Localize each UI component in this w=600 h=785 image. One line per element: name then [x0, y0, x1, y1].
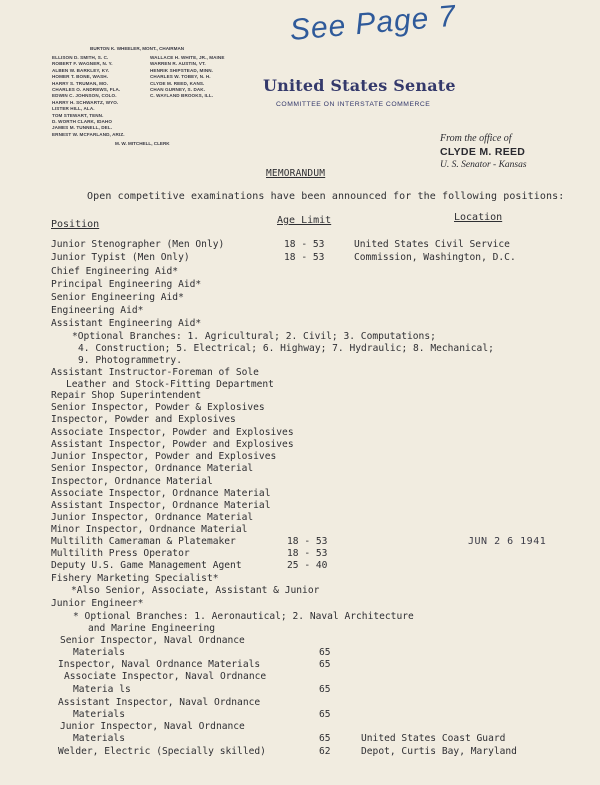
position-title: Multilith Cameraman & Platemaker	[51, 536, 236, 547]
committee-member: TOM STEWART, TENN.	[52, 112, 104, 118]
position-title: Engineering Aid*	[51, 305, 144, 316]
position-title: Assistant Engineering Aid*	[51, 318, 202, 329]
position-row	[0, 451, 600, 463]
location: Depot, Curtis Bay, Maryland	[361, 746, 517, 757]
position-row	[0, 560, 600, 572]
age-limit: 18 - 53	[287, 536, 328, 547]
position-row	[0, 252, 600, 264]
age-limit: 65	[319, 647, 331, 658]
position-row	[0, 733, 600, 745]
date-stamp: JUN 2 6 1941	[468, 536, 547, 547]
committee-member: EDWIN C. JOHNSON, COLO.	[52, 93, 117, 99]
age-limit: 18 - 53	[284, 252, 325, 263]
position-title: 9. Photogrammetry.	[78, 355, 182, 366]
committee-member: ELLISON D. SMITH, S. C.	[52, 55, 109, 60]
committee-member: JAMES M. TUNNELL, DEL.	[52, 125, 113, 131]
position-row	[0, 647, 600, 659]
position-row	[0, 746, 600, 758]
age-limit: 25 - 40	[287, 560, 328, 571]
position-title: Materials	[73, 647, 125, 658]
position-title: Senior Inspector, Powder & Explosives	[51, 402, 265, 413]
committee-member: C. WAYLAND BROOKS, ILL.	[150, 93, 214, 99]
position-row	[0, 266, 600, 278]
memo-intro: Open competitive examinations have been announced for the following positions:	[87, 191, 565, 202]
position-title: Multilith Press Operator	[51, 548, 190, 559]
position-row	[0, 305, 600, 317]
position-title: Junior Inspector, Naval Ordnance	[60, 721, 245, 732]
position-row	[0, 318, 600, 330]
position-row	[0, 697, 600, 709]
age-limit: 65	[319, 659, 331, 670]
age-limit: 18 - 53	[287, 548, 328, 559]
position-row	[0, 463, 600, 475]
position-title: Inspector, Ordnance Material	[51, 476, 213, 487]
position-title: Materials	[73, 733, 125, 744]
committee-member: LISTER HILL, ALA.	[52, 106, 95, 112]
position-title: Inspector, Powder and Explosives	[51, 414, 236, 425]
header-location: Location	[454, 212, 503, 223]
position-title: Materia ls	[73, 684, 131, 695]
age-limit: 65	[319, 733, 331, 744]
position-title: Associate Inspector, Naval Ordnance	[64, 671, 267, 682]
position-row	[0, 598, 600, 610]
position-title: Associate Inspector, Ordnance Material	[51, 488, 271, 499]
position-row	[0, 331, 600, 343]
position-row	[0, 292, 600, 304]
position-row	[0, 684, 600, 696]
senate-heading: United States Senate	[263, 76, 456, 95]
office-intro: From the office of	[440, 133, 512, 144]
position-title: Welder, Electric (Specially skilled)	[58, 746, 266, 757]
position-row	[0, 439, 600, 451]
position-row	[0, 279, 600, 291]
position-title: Chief Engineering Aid*	[51, 266, 179, 277]
age-limit: 18 - 53	[284, 239, 325, 250]
position-title: Assistant Instructor-Foreman of Sole	[51, 367, 259, 378]
position-title: Senior Inspector, Naval Ordnance	[60, 635, 245, 646]
position-title: Deputy U.S. Game Management Agent	[51, 560, 242, 571]
committee-member: ALBEN W. BARKLEY, KY.	[52, 67, 110, 73]
position-title: Junior Engineer*	[51, 598, 144, 609]
position-row	[0, 671, 600, 683]
position-row	[0, 709, 600, 721]
position-row	[0, 635, 600, 647]
committee-member: HARRY H. SCHWARTZ, WYO.	[52, 99, 119, 105]
committee-member: ERNEST W. MCFARLAND, ARIZ.	[52, 131, 125, 137]
position-title: Minor Inspector, Ordnance Material	[51, 524, 248, 535]
position-row	[0, 548, 600, 560]
position-title: Principal Engineering Aid*	[51, 279, 202, 290]
header-position: Position	[51, 219, 100, 230]
committee-clerk: M. W. MITCHELL, CLERK	[115, 141, 170, 146]
position-title: * Optional Branches: 1. Aeronautical; 2. Naval Architecture	[73, 611, 414, 622]
position-title: Junior Inspector, Ordnance Material	[51, 512, 254, 523]
position-title: and Marine Engineering	[88, 623, 216, 634]
committee-member: HARRY S. TRUMAN, MO.	[52, 80, 109, 86]
age-limit: 65	[319, 684, 331, 695]
position-title: Repair Shop Superintendent	[51, 390, 202, 401]
location: United States Coast Guard	[361, 733, 506, 744]
committee-member: ROBERT F. WAGNER, N. Y.	[52, 61, 113, 67]
header-age-limit: Age Limit	[277, 215, 332, 226]
location: United States Civil Service	[354, 239, 510, 250]
committee-name: COMMITTEE ON INTERSTATE COMMERCE	[276, 101, 431, 108]
position-title: Senior Engineering Aid*	[51, 292, 184, 303]
committee-member: HOMER T. BONE, WASH.	[52, 74, 109, 80]
position-title: *Optional Branches: 1. Agricultural; 2. Civil; 3. Computations;	[72, 331, 436, 342]
position-title: Junior Stenographer (Men Only)	[51, 239, 225, 250]
position-row	[0, 414, 600, 426]
senator-title: U. S. Senator - Kansas	[440, 160, 527, 170]
committee-member: CHARLES W. TOBEY, N. H.	[150, 74, 211, 80]
position-title: Assistant Inspector, Ordnance Material	[51, 500, 271, 511]
position-row	[0, 721, 600, 733]
senator-name: CLYDE M. REED	[440, 146, 526, 158]
committee-member: WARREN R. AUSTIN, VT.	[150, 61, 206, 67]
committee-member: HENRIK SHIPSTEAD, MINN.	[150, 67, 214, 73]
position-row	[0, 402, 600, 414]
committee-member: CLYDE M. REED, KANS.	[150, 80, 205, 86]
position-row	[0, 512, 600, 524]
position-title: Fishery Marketing Specialist*	[51, 573, 219, 584]
position-row	[0, 343, 600, 355]
position-row	[0, 355, 600, 367]
position-row	[0, 500, 600, 512]
committee-member: WALLACE H. WHITE, JR., MAINE	[150, 55, 225, 60]
position-row	[0, 585, 600, 597]
position-row	[0, 623, 600, 635]
position-row	[0, 367, 600, 379]
position-row	[0, 239, 600, 251]
position-row	[0, 611, 600, 623]
position-row	[0, 573, 600, 585]
position-title: Associate Inspector, Powder and Explosives	[51, 427, 294, 438]
position-title: Senior Inspector, Ordnance Material	[51, 463, 254, 474]
position-title: Inspector, Naval Ordnance Materials	[58, 659, 261, 670]
committee-member: D. WORTH CLARK, IDAHO	[52, 119, 113, 125]
position-row	[0, 476, 600, 488]
position-title: Assistant Inspector, Powder and Explosives	[51, 439, 294, 450]
committee-chairman: BURTON K. WHEELER, MONT., CHAIRMAN	[90, 46, 185, 51]
position-title: Assistant Inspector, Naval Ordnance	[58, 697, 261, 708]
committee-member: CHAN GURNEY, S. DAK.	[150, 87, 206, 93]
position-row	[0, 488, 600, 500]
position-title: Junior Typist (Men Only)	[51, 252, 190, 263]
position-title: Leather and Stock-Fitting Department	[66, 379, 274, 390]
location: Commission, Washington, D.C.	[354, 252, 516, 263]
age-limit: 65	[319, 709, 331, 720]
committee-member: CHARLES O. ANDREWS, FLA.	[52, 87, 121, 93]
position-row	[0, 524, 600, 536]
position-row	[0, 659, 600, 671]
handwritten-note: See Page 7	[288, 0, 458, 47]
memo-title: MEMORANDUM	[266, 168, 326, 179]
position-title: 4. Construction; 5. Electrical; 6. Highway; 7. Hydraulic; 8. Mechanical;	[78, 343, 494, 354]
position-title: Junior Inspector, Powder and Explosives	[51, 451, 277, 462]
position-row	[0, 427, 600, 439]
position-title: Materials	[73, 709, 125, 720]
age-limit: 62	[319, 746, 331, 757]
position-row	[0, 390, 600, 402]
position-title: *Also Senior, Associate, Assistant & Junior	[71, 585, 320, 596]
